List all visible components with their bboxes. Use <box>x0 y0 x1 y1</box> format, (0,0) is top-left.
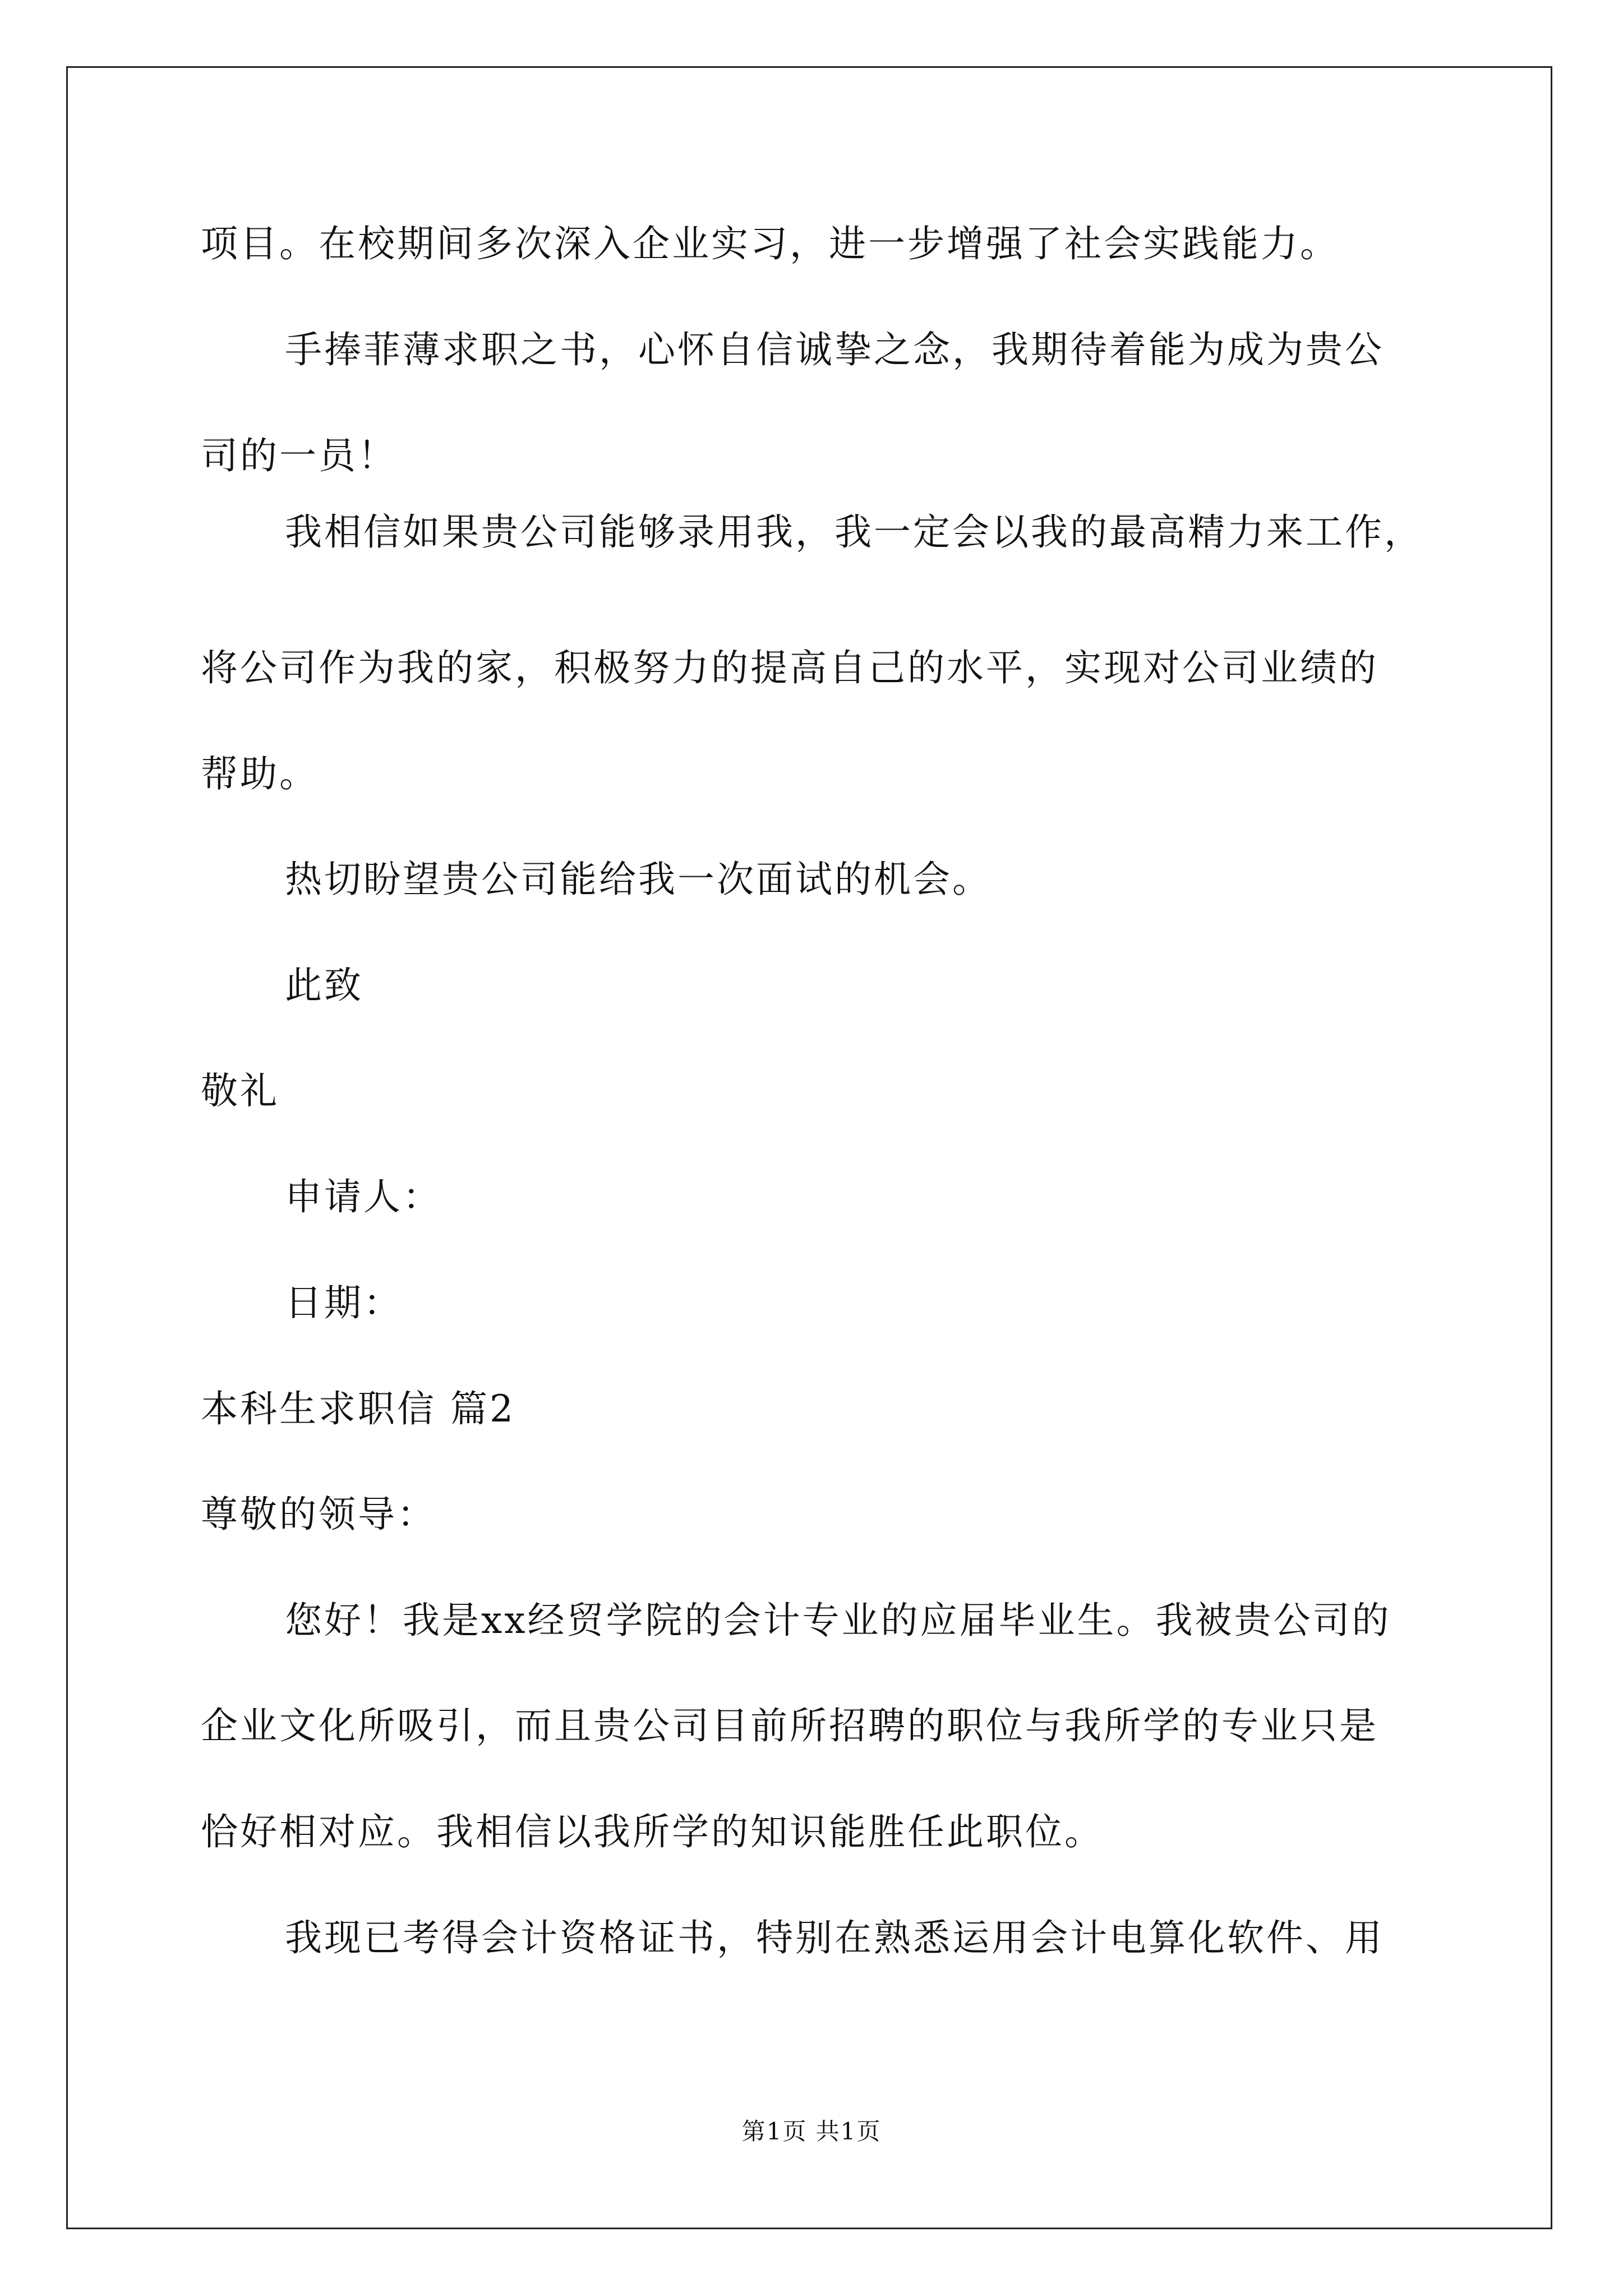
paragraph-line: 热切盼望贵公司能给我一次面试的机会。 <box>285 858 992 901</box>
paragraph-line: 我相信如果贵公司能够录用我，我一定会以我的最高精力来工作， <box>285 510 1423 554</box>
paragraph-line: 手捧菲薄求职之书，心怀自信诚挚之念，我期待着能为成为贵公 <box>285 328 1384 371</box>
applicant-label: 申请人： <box>285 1175 442 1218</box>
paragraph-line: 我现已考得会计资格证书，特别在熟悉运用会计电算化软件、用 <box>285 1916 1384 1959</box>
paragraph-line: 帮助。 <box>201 752 319 795</box>
paragraph-line: 企业文化所吸引，而且贵公司目前所招聘的职位与我所学的专业只是 <box>201 1704 1378 1747</box>
greeting: 尊敬的领导： <box>201 1493 436 1536</box>
closing-salutation: 此致 <box>285 964 363 1007</box>
paragraph-line: 您好！我是xx经贸学院的会计专业的应届毕业生。我被贵公司的 <box>285 1599 1391 1642</box>
section-heading: 本科生求职信 篇2 <box>201 1387 515 1430</box>
page-footer: 第1页 共1页 <box>741 2118 882 2145</box>
paragraph-line: 司的一员！ <box>201 434 397 477</box>
paragraph-line: 项目。在校期间多次深入企业实习，进一步增强了社会实践能力。 <box>201 222 1339 265</box>
paragraph-line: 恰好相对应。我相信以我所学的知识能胜任此职位。 <box>201 1810 1104 1853</box>
date-label: 日期： <box>285 1281 403 1324</box>
paragraph-line: 将公司作为我的家，积极努力的提高自己的水平，实现对公司业绩的 <box>201 646 1378 689</box>
page-border <box>66 66 1552 2229</box>
closing-respect: 敬礼 <box>201 1069 279 1112</box>
